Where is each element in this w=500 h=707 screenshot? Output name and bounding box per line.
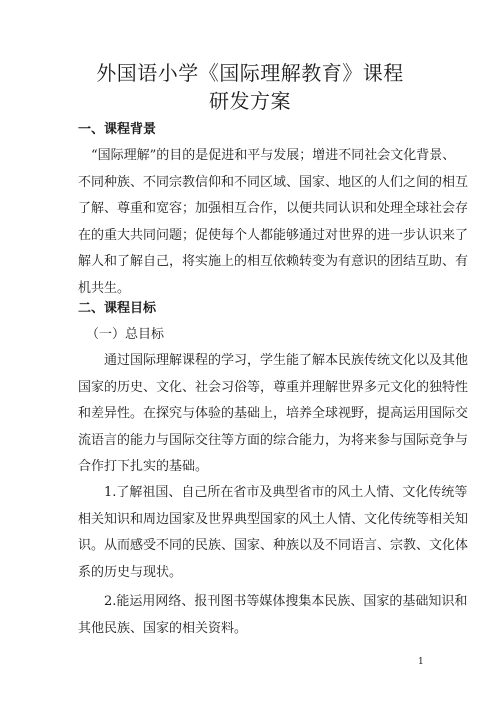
paragraph-goal-item-2 (78, 589, 468, 642)
paragraph-line: 1.了解祖国、自己所在省市及典型省市的风土人情、文化传统等 (78, 485, 468, 500)
section-heading-goals: 二、课程目标 (78, 301, 157, 316)
paragraph-line: 2.能运用网络、报刊图书等媒体搜集本民族、国家的基础知识和 (78, 594, 468, 609)
page-number: 1 (418, 657, 424, 667)
paragraph-line: 系的历史与现状。 (78, 564, 183, 580)
paragraph-line: 解人和了解自己，将实施上的相互依赖转变为有意识的团结互助、有 (78, 254, 469, 270)
subsection-heading-general-goal: （一）总目标 (86, 327, 165, 342)
paragraph-line: 在的重大共同问题；促使每个人都能够通过对世界的进一步认识来了 (78, 227, 469, 243)
paragraph-line: 合作打下扎实的基础。 (78, 459, 209, 475)
paragraph-line: 通过国际理解课程的学习，学生能了解本民族传统文化以及其他 (78, 353, 469, 368)
paragraph-line: 识。从而感受不同的民族、国家、种族以及不同语言、宗教、文化体 (78, 538, 469, 554)
paragraph-line: 了解、尊重和宽容；加强相互合作，以便共同认识和处理全球社会存 (78, 201, 469, 217)
paragraph-line: “国际理解”的目的是促进和平与发展；增进不同社会文化背景、 (78, 148, 456, 163)
section-heading-background: 一、课程背景 (78, 122, 157, 137)
paragraph-line: 不同种族、不同宗教信仰和不同区域、国家、地区的人们之间的相互 (78, 174, 469, 190)
paragraph-goal-item-1 (78, 480, 469, 586)
document-title-line1: 外国语小学《国际理解教育》课程 (96, 61, 404, 85)
paragraph-line: 流语言的能力与国际交往等方面的综合能力，为将来参与国际竞争与 (78, 432, 469, 448)
paragraph-line: 其他民族、国家的相关资料。 (78, 620, 248, 636)
paragraph-general-goal (78, 348, 469, 481)
paragraph-background (78, 143, 469, 303)
paragraph-line: 国家的历史、文化、社会习俗等，尊重并理解世界多元文化的独特性 (78, 379, 469, 395)
paragraph-line: 和差异性。在探究与体验的基础上，培养全球视野，提高运用国际交 (78, 406, 469, 422)
paragraph-line: 机共生。 (78, 280, 131, 296)
paragraph-line: 相关知识和周边国家及世界典型国家的风土人情、文化传统等相关知 (78, 511, 469, 527)
document-title-line2: 研发方案 (209, 89, 291, 113)
